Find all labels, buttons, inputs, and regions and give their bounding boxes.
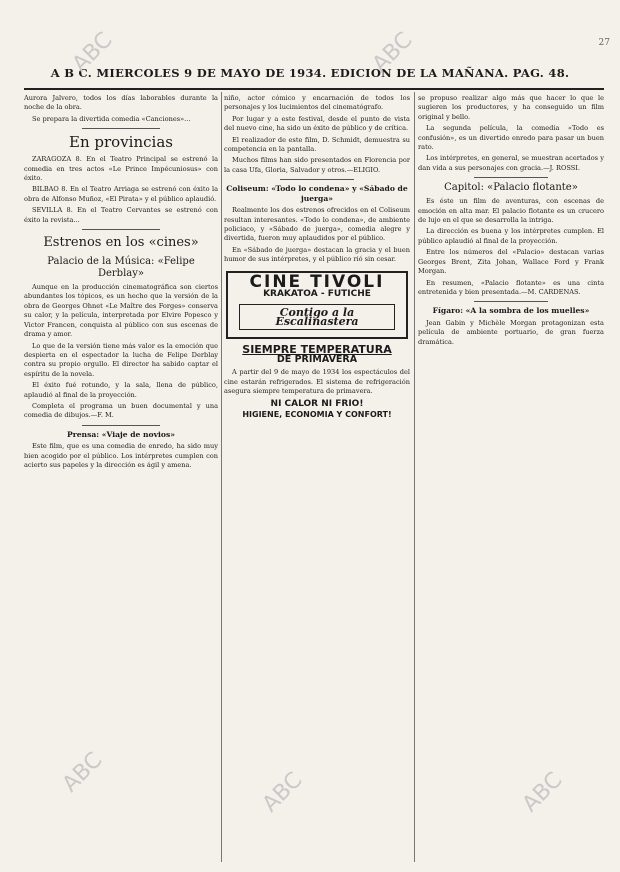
text-paragraph: Lo que de la versión tiene más valor es la emoción que despierta en el espectador la lucha de Felipe Derblay contra su propio orgullo. El director ha sabido captar el espíritu de la novela. xyxy=(24,341,218,378)
watermark: ABC xyxy=(57,747,108,798)
text-paragraph: Este film, que es una comedia de enredo, ha sido muy bien acogido por el público. Los intérpretes cumplen con acierto sus papeles y la dirección es ágil y amena. xyxy=(24,442,218,470)
watermark: ABC xyxy=(67,27,118,78)
review-heading-prensa: Prensa: «Viaje de novios» xyxy=(67,429,175,439)
separator xyxy=(82,425,160,426)
text-paragraph: El realizador de este film, D. Schmidt, demuestra su competencia en la pantalla. xyxy=(224,135,410,154)
text-paragraph: En «Sábado de juerga» destacan la gracia y el buen humor de sus intérpretes, y el público rió sin cesar. xyxy=(224,245,410,264)
watermark: ABC xyxy=(517,767,568,818)
advertisement-cine-tivoli xyxy=(226,271,408,340)
ad-title: CINE TIVOLI xyxy=(249,271,385,292)
text-paragraph: Es éste un film de aventuras, con escenas de emoción en alta mar. El palacio flotante es un crucero de lujo en el que se desarrolla la intriga. xyxy=(418,197,604,225)
text-paragraph: niño, actor cómico y encarnación de todos los personajes y los lucimientos del cinematógrafo. xyxy=(224,94,410,112)
text-paragraph: Jean Gabin y Michèle Morgan protagonizan esta película de ambiente portuario, de gran fuerza dramática. xyxy=(418,318,604,346)
text-paragraph: A partir del 9 de mayo de 1934 los espectáculos del cine estarán refrigerados. El sistema de refrigeración asegura siempre temperatura de primavera. xyxy=(224,368,410,395)
text-paragraph: Se prepara la divertida comedia «Canciones»... xyxy=(32,114,191,123)
text-paragraph: Entre los números del «Palacio» destacan varias Georges Brent, Zita Johan, Wallace Ford y Frank Morgan. xyxy=(418,248,604,276)
text-paragraph: Muchos films han sido presentados en Florencia por la casa Ufa, Gloria, Salvador y otros.—ELIGIO. xyxy=(224,156,410,174)
text-paragraph: Aunque en la producción cinematográfica son ciertos abundantes los tópicos, es un hecho que la versión de la obra de Georges Ohnet «Le Maître des Forges» conserva su calor, y la película, interpretada por Elvire Popesco y Victor Francen, conquista al público con sus escenas de drama y amor. xyxy=(24,283,218,339)
text-paragraph: Por lugar y a este festival, desde el punto de vista del nuevo cine, ha sido un éxito de público y de crítica. xyxy=(224,114,410,133)
text-paragraph: En resumen, «Palacio flotante» es una cinta entretenida y bien presentada.—M. CARDENAS. xyxy=(418,278,604,296)
text-paragraph: Los intérpretes, en general, se muestran acertados y dan vida a sus personajes con gracia.—J. ROSSI. xyxy=(418,154,604,172)
separator xyxy=(474,177,548,178)
text-paragraph: El éxito fué rotundo, y la sala, llena de público, aplaudió al final de la proyección. xyxy=(24,381,218,399)
advertisement-confort xyxy=(224,400,410,419)
text-paragraph: SEVILLA 8. En el Teatro Cervantes se estrenó con éxito la revista... xyxy=(24,206,218,224)
column-divider xyxy=(221,92,222,862)
separator xyxy=(280,179,354,180)
column-divider xyxy=(414,92,415,862)
ad-film-title: Contigo a la Escalinastera xyxy=(239,304,395,331)
ad-slogan: NI CALOR NI FRIO! xyxy=(270,399,364,410)
separator xyxy=(82,229,160,230)
text-paragraph: La segunda película, la comedia «Todo es confusión», es un divertido enredo para pasar un buen rato. xyxy=(418,124,604,152)
text-paragraph: BILBAO 8. En el Teatro Arriaga se estrenó con éxito la obra de Alfonso Muñoz, «El Pirata» y el público aplaudió. xyxy=(24,185,218,203)
section-heading-provincias: En provincias xyxy=(69,133,173,152)
text-paragraph: se propuso realizar algo más que hacer lo que le sugieren los productores, y ha conseguido un film original y bello. xyxy=(418,94,604,121)
text-paragraph: Realmente los dos estrenos ofrecidos en el Coliseum resultan interesantes. «Todo lo condena», de ambiente policiaco, y «Sábado de juerga», comedia alegre y divertida, fueron muy aplaudidos por el público. xyxy=(224,206,410,243)
ad-subtitle: KRAKATOA - FUTICHE xyxy=(263,289,371,300)
page-corner-number: 27 xyxy=(598,38,610,48)
header-rule xyxy=(24,88,604,90)
separator xyxy=(474,301,548,302)
separator xyxy=(82,128,160,129)
ad-slogan-2: HIGIENE, ECONOMIA Y CONFORT! xyxy=(242,409,392,419)
section-heading-estrenos: Estrenos en los «cines» xyxy=(43,235,199,251)
text-paragraph: ZARAGOZA 8. En el Teatro Principal se estrenó la comedia en tres actos «Le Prince Impécuniosus» con éxito. xyxy=(24,155,218,183)
column-2 xyxy=(224,94,410,864)
advertisement-temperatura xyxy=(224,345,410,364)
column-3 xyxy=(418,94,604,864)
text-paragraph: Aurora Jalvero, todos los días laborables durante la noche de la obra. xyxy=(24,94,218,112)
review-heading-capitol: Capitol: «Palacio flotante» xyxy=(444,182,578,194)
review-heading-palacio: Palacio de la Música: «Felipe Derblay» xyxy=(47,256,195,280)
page-header: A B C. MIERCOLES 9 DE MAYO DE 1934. EDICION DE LA MAÑANA. PAG. 48. xyxy=(50,66,570,80)
text-paragraph: La dirección es buena y los intérpretes cumplen. El público aplaudió al final de la proyección. xyxy=(418,227,604,245)
review-heading-figaro: Fígaro: «A la sombra de los muelles» xyxy=(432,306,590,316)
watermark: ABC xyxy=(367,27,418,78)
ad-headline: SIEMPRE TEMPERATURA xyxy=(242,343,392,357)
watermark: ABC xyxy=(257,767,308,818)
review-heading-coliseum: Coliseum: «Todo lo condena» y «Sábado de juerga» xyxy=(226,184,408,203)
column-1 xyxy=(24,94,218,864)
text-paragraph: Completa el programa un buen documental y una comedia de dibujos.—F. M. xyxy=(24,401,218,420)
ad-subheadline: DE PRIMAVERA xyxy=(276,353,358,365)
